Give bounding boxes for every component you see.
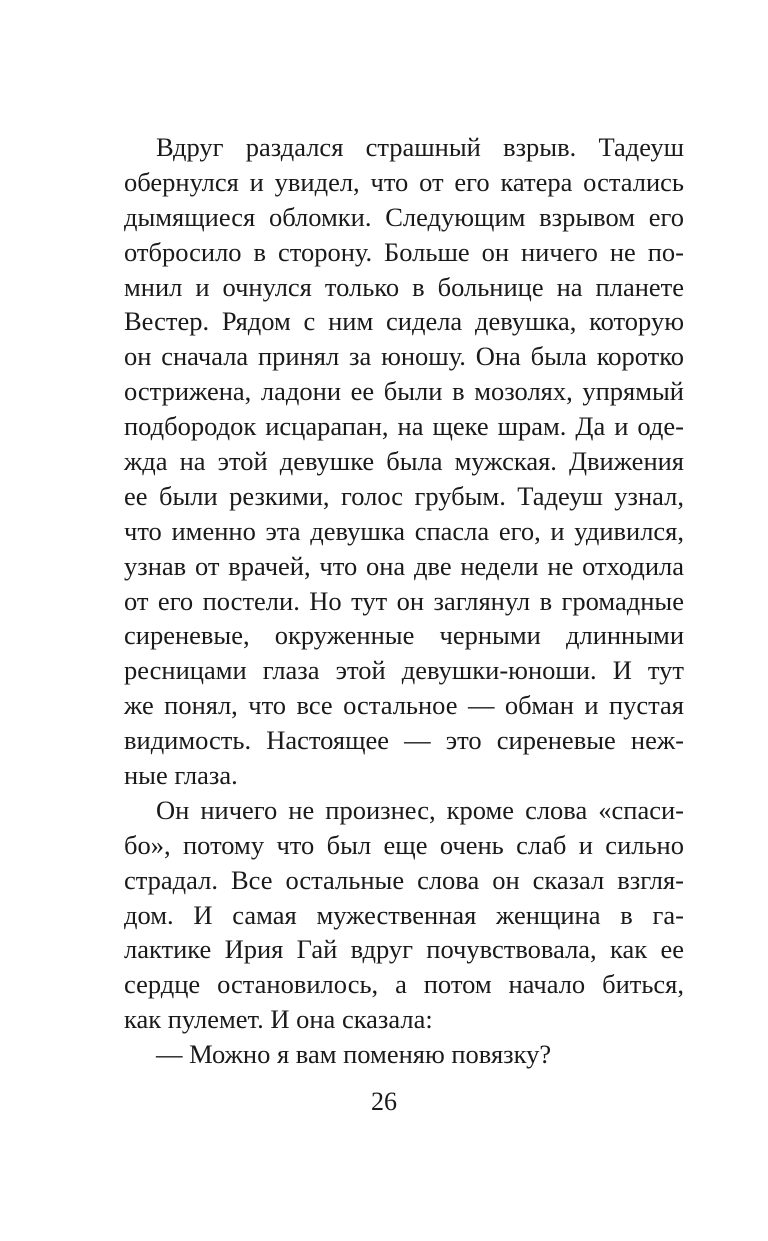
text-line: дом. И самая мужественная женщина в га- xyxy=(124,899,684,930)
text-line: острижена, ладони ее были в мозолях, упрямый xyxy=(124,376,684,407)
text-line: мнил и очнулся только в больнице на планете xyxy=(124,271,684,302)
text-line: ные глаза. xyxy=(124,760,238,791)
text-line: видимость. Настоящее — это сиреневые неж- xyxy=(124,725,684,756)
text-line: Вдруг раздался страшный взрыв. Тадеуш xyxy=(156,132,684,162)
text-line: как пулемет. И она сказала: xyxy=(124,1004,433,1035)
text-line: обернулся и увидел, что от его катера остались xyxy=(124,166,684,197)
text-line: бо», потому что был еще очень слаб и сильно xyxy=(124,829,684,860)
text-line: жда на этой девушке была мужская. Движения xyxy=(124,446,684,477)
dialogue-line: — Можно я вам поменяю повязку? xyxy=(156,1039,552,1070)
text-line: подбородок исцарапан, на щеке шрам. Да и оде- xyxy=(124,411,684,442)
body-text xyxy=(124,130,684,1072)
text-line: от его постели. Но тут он заглянул в громадные xyxy=(124,585,684,616)
text-line: сиреневые, окруженные черными длинными xyxy=(124,620,684,651)
text-line: страдал. Все остальные слова он сказал взгля- xyxy=(124,864,684,895)
text-line: он сначала принял за юношу. Она была коротко xyxy=(124,341,684,372)
text-line: Он ничего не произнес, кроме слова «спаси- xyxy=(156,794,684,825)
text-line: сердце остановилось, а потом начало биться, xyxy=(124,969,684,1000)
page-number: 26 xyxy=(371,1087,397,1116)
text-line: лактике Ирия Гай вдруг почувствовала, как ее xyxy=(124,934,684,965)
text-line: отбросило в сторону. Больше он ничего не по- xyxy=(124,236,684,267)
text-line: ее были резкими, голос грубым. Тадеуш узнал, xyxy=(124,480,684,511)
text-line: же понял, что все остальное — обман и пустая xyxy=(124,690,684,721)
text-line: что именно эта девушка спасла его, и удивился, xyxy=(124,515,684,546)
text-line: Вестер. Рядом с ним сидела девушка, которую xyxy=(124,306,684,337)
text-line: узнав от врачей, что она две недели не отходила xyxy=(124,550,684,581)
text-line: дымящиеся обломки. Следующим взрывом его xyxy=(124,201,684,232)
text-line: ресницами глаза этой девушки-юноши. И тут xyxy=(124,655,684,686)
